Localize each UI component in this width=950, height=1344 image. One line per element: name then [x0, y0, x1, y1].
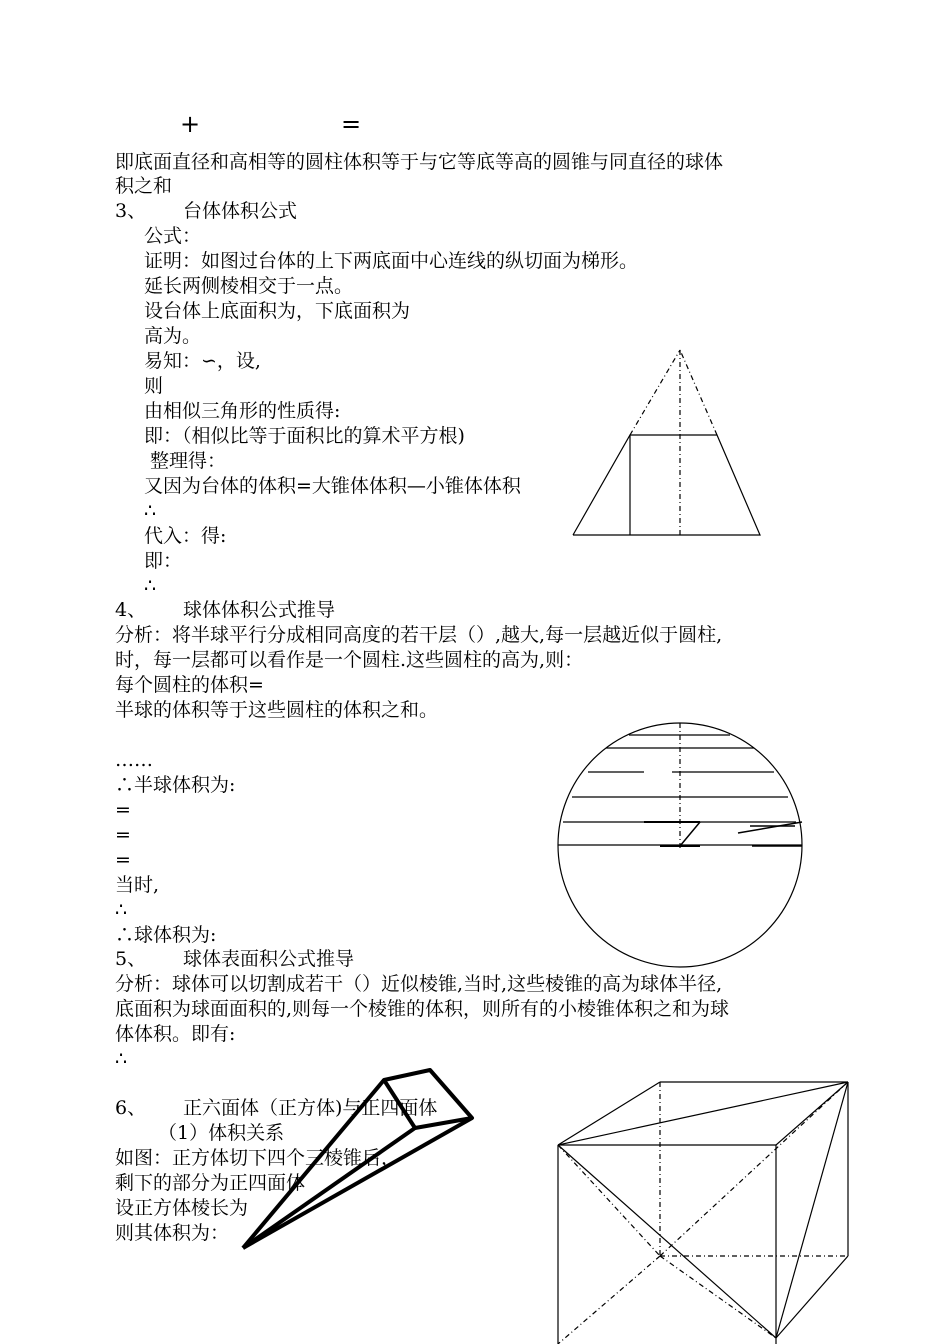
- s4-line: =: [115, 824, 131, 846]
- section-number: 6、: [115, 1097, 147, 1119]
- s4-line: 每个圆柱的体积=: [115, 674, 264, 696]
- cube-tetrahedron-diagram: [558, 1082, 848, 1344]
- s3-line: 代入：得:: [144, 525, 227, 547]
- s4-line: =: [115, 799, 131, 821]
- equals-sign: =: [341, 110, 362, 138]
- s6-subheading: （1）体积关系: [158, 1122, 285, 1144]
- s6-line: 设正方体棱长为: [115, 1197, 249, 1219]
- section-title: 台体体积公式: [183, 200, 298, 222]
- s5-line: 体体积。即有:: [115, 1023, 236, 1045]
- s4-line: 分析：将半球平行分成相同高度的若干层（）,越大,每一层越近似于圆柱,: [115, 624, 723, 646]
- sphere-diagram: [558, 723, 802, 967]
- s3-line: 延长两侧棱相交于一点。: [144, 275, 354, 297]
- s3-line: 设台体上底面积为，下底面积为: [144, 300, 411, 322]
- s4-line: ……: [115, 749, 153, 771]
- s3-line: 由相似三角形的性质得:: [144, 400, 341, 422]
- s3-line: ∴: [144, 500, 157, 522]
- pyramid-base: [384, 1070, 472, 1128]
- s6-line: 如图：正方体切下四个三棱锥后，: [115, 1147, 401, 1169]
- section-title: 球体表面积公式推导: [183, 948, 355, 970]
- s5-line: 底面积为球面面积的,则每一个棱锥的体积，则所有的小棱锥体积之和为球: [115, 998, 730, 1020]
- pyramid-diagram: [243, 1070, 472, 1248]
- cylinder-sentence-line1: 即底面直径和高相等的圆柱体积等于与它等底等高的圆锥与同直径的球体: [115, 151, 724, 173]
- s3-line: 公式：: [144, 225, 202, 247]
- section-title: 球体体积公式推导: [183, 599, 336, 621]
- s3-line: 则: [144, 375, 164, 397]
- s6-line: 则其体积为：: [115, 1222, 230, 1244]
- s4-line: ∴: [115, 899, 128, 921]
- s4-line: =: [115, 849, 131, 871]
- plus-sign: +: [180, 110, 201, 138]
- section-number: 4、: [115, 599, 147, 621]
- s3-line: 即：: [144, 550, 183, 572]
- s5-line: 分析：球体可以切割成若干（）近似棱锥,当时,这些棱锥的高为球体半径,: [115, 973, 723, 995]
- frustum-trapezoid: [573, 435, 760, 535]
- s3-line: 即：（相似比等于面积比的算术平方根): [144, 425, 465, 447]
- s3-line: 易知：∽，设,: [144, 350, 261, 372]
- apex-extension-left: [630, 350, 680, 435]
- apex-extension-right: [680, 350, 717, 435]
- s4-line: 半球的体积等于这些圆柱的体积之和。: [115, 699, 439, 721]
- cylinder-sentence-line2: 积之和: [115, 175, 173, 197]
- s4-line: ∴球体积为:: [115, 924, 217, 946]
- s6-line: 剩下的部分为正四面体: [115, 1172, 306, 1194]
- s3-line: 又因为台体的体积=大锥体体积—小锥体体积: [144, 475, 521, 497]
- section-number: 3、: [115, 200, 147, 222]
- s3-line: 高为。: [144, 325, 202, 347]
- s4-line: ∴半球体积为:: [115, 774, 236, 796]
- section-title: 正六面体（正方体)与正四面体: [183, 1097, 438, 1119]
- s3-line: ∴: [144, 575, 157, 597]
- s5-line: ∴: [115, 1048, 128, 1070]
- s3-line: 整理得：: [144, 450, 227, 472]
- section-number: 5、: [115, 948, 147, 970]
- s4-line: 当时,: [115, 874, 160, 896]
- frustum-diagram: [573, 350, 760, 535]
- s3-line: 证明：如图过台体的上下两底面中心连线的纵切面为梯形。: [144, 250, 639, 272]
- s4-line: 时，每一层都可以看作是一个圆柱.这些圆柱的高为,则：: [115, 649, 584, 671]
